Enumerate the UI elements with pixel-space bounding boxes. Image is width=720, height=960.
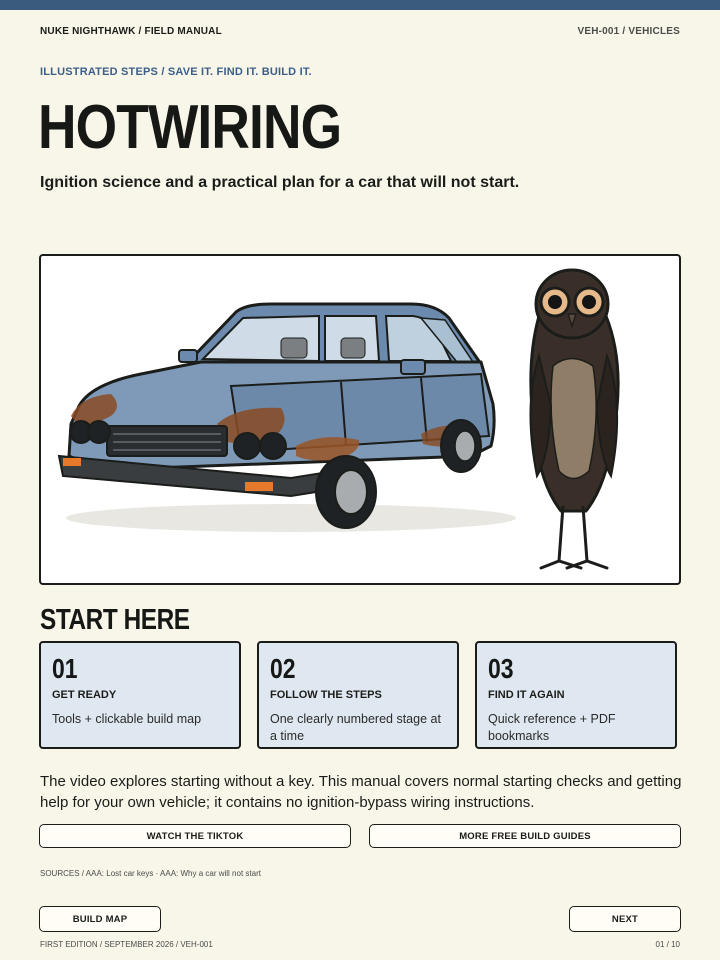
step-number: 03 <box>488 653 514 684</box>
hero-svg <box>41 256 679 583</box>
page-subtitle: Ignition science and a practical plan for a car that will not start. <box>40 174 520 191</box>
step-card-3[interactable] <box>475 641 677 749</box>
step-number: 02 <box>270 653 296 684</box>
section-title: START HERE <box>40 604 190 636</box>
next-button[interactable]: NEXT <box>569 906 681 932</box>
section-code: VEH-001 / VEHICLES <box>577 26 680 37</box>
kicker: ILLUSTRATED STEPS / SAVE IT. FIND IT. BUILD IT. <box>40 66 312 78</box>
page-number: 01 / 10 <box>655 940 680 949</box>
step-number: 01 <box>52 653 78 684</box>
step-heading: FOLLOW THE STEPS <box>270 689 382 701</box>
step-card-1[interactable] <box>39 641 241 749</box>
top-accent-bar <box>0 0 720 10</box>
manual-title: NUKE NIGHTHAWK / FIELD MANUAL <box>40 26 222 37</box>
car-illustration <box>59 304 516 532</box>
sources-line: SOURCES / AAA: Lost car keys · AAA: Why a car will not start <box>40 869 261 878</box>
step-heading: GET READY <box>52 689 117 701</box>
step-description: Quick reference + PDF bookmarks <box>488 712 616 743</box>
owl-mascot <box>530 270 618 568</box>
step-description: One clearly numbered stage at a time <box>270 712 441 743</box>
page-title: HOTWIRING <box>38 93 342 162</box>
intro-paragraph: The video explores starting without a key. This manual covers normal starting checks and getting help for your own vehicle; it contains no ignition-bypass wiring instructions. <box>40 773 682 811</box>
step-heading: FIND IT AGAIN <box>488 689 565 701</box>
watch-tiktok-button[interactable]: WATCH THE TIKTOK <box>39 824 351 848</box>
edition-footer: FIRST EDITION / SEPTEMBER 2026 / VEH-001 <box>40 940 213 949</box>
step-description: Tools + clickable build map <box>52 712 202 726</box>
build-map-button[interactable]: BUILD MAP <box>39 906 161 932</box>
step-card-2[interactable] <box>257 641 459 749</box>
more-guides-button[interactable]: MORE FREE BUILD GUIDES <box>369 824 681 848</box>
hero-illustration <box>39 254 681 585</box>
